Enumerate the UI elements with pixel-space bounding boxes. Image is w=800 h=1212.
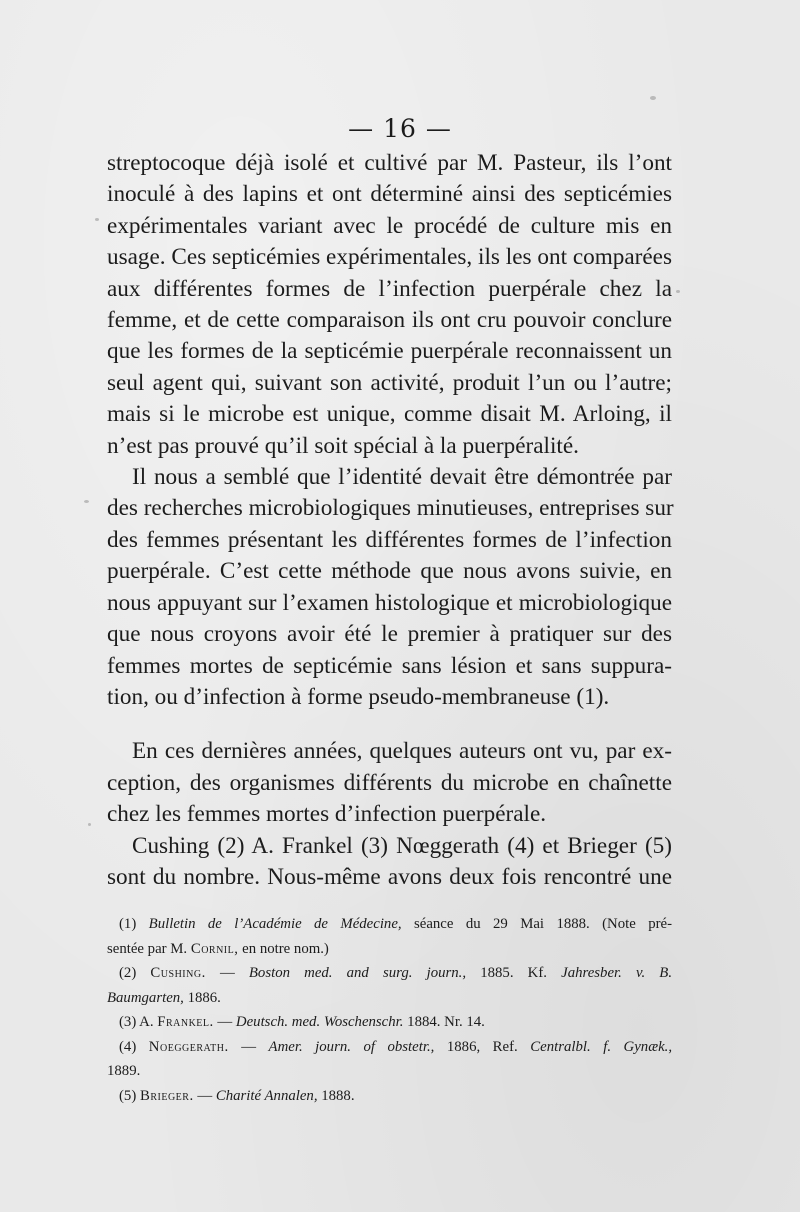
footnote-title: Charité Annalen, xyxy=(215,1087,318,1104)
footnote-mark: (5) xyxy=(119,1087,137,1104)
footnote-author: Cushing. xyxy=(150,965,206,981)
footnote-text: séance du 29 Mai 1888. (Note pré- xyxy=(414,916,673,932)
footnote-author: Cornil, xyxy=(190,940,239,957)
text-line: Il nous a semblé que l’identité devait être démontrée par xyxy=(132,464,672,491)
text-line: inoculé à des lapins et ont déterminé ainsi des septicémies xyxy=(107,181,672,208)
paragraph-2 xyxy=(107,462,672,713)
text-line: femmes mortes de septicémie sans lésion et sans suppura- xyxy=(107,652,672,679)
footnote-text: 1886. xyxy=(187,989,221,1006)
footnote-dash: — xyxy=(217,1014,233,1030)
text-line: Cushing (2) A. Frankel (3) Nœggerath (4) et Brieger (5) xyxy=(132,832,672,859)
footnote-author: Brieger. xyxy=(139,1087,194,1104)
paper-speck xyxy=(84,500,89,503)
footnote-title: Amer. journ. of obstetr., xyxy=(268,1038,435,1055)
text-line: usage. Ces septicémies expérimentales, ils les ont comparées xyxy=(107,244,672,271)
footnote-dash: — xyxy=(197,1087,213,1104)
footnote-title: Boston med. and surg. journ., xyxy=(248,965,467,981)
paper-speck xyxy=(95,218,99,221)
paragraph-gap xyxy=(107,713,672,736)
text-line: mais si le microbe est unique, comme disait M. Arloing, il xyxy=(107,401,672,428)
text-line: n’est pas prouvé qu’il soit spécial à la puerpéralité. xyxy=(107,432,579,459)
text-line: aux différentes formes de l’infection puerpérale chez la xyxy=(107,275,672,302)
footnote-2 xyxy=(107,961,672,1010)
text-line: puerpérale. C’est cette méthode que nous avons suivie, en xyxy=(107,558,672,585)
footnote-mark: (3) A. xyxy=(119,1014,154,1030)
footnote-title: Deutsch. med. Woschenschr. xyxy=(235,1014,404,1030)
text-line: En ces dernières années, quelques auteurs ont vu, par ex- xyxy=(132,738,672,765)
footnote-text: sentée par M. xyxy=(107,940,188,957)
text-line: ception, des organismes différents du microbe en chaînette xyxy=(107,769,672,796)
paragraph-1 xyxy=(107,148,672,462)
footnote-dash: — xyxy=(241,1038,257,1055)
footnote-text: en notre nom.) xyxy=(242,940,329,957)
footnote-journal: Centralbl. f. Gynæk., xyxy=(530,1038,673,1055)
paper-speck xyxy=(676,290,680,293)
text-line: que nous croyons avoir été le premier à pratiquer sur des xyxy=(107,621,672,648)
text-line: femme, et de cette comparaison ils ont cru pouvoir conclure xyxy=(107,307,672,334)
text-line: des recherches microbiologiques minutieuses, entreprises sur xyxy=(107,495,674,522)
footnote-author: Frankel. xyxy=(157,1014,214,1030)
footnote-text: 1885. Kf. xyxy=(480,965,547,981)
footnote-3 xyxy=(107,1010,672,1035)
text-line: expérimentales variant avec le procédé de culture mis en xyxy=(107,212,672,239)
footnote-mark: (1) xyxy=(119,916,137,932)
text-line: chez les femmes mortes d’infection puerpérale. xyxy=(107,801,547,828)
footnote-text: 1886, Ref. xyxy=(446,1038,518,1055)
text-line: sont du nombre. Nous-même avons deux fois rencontré une xyxy=(107,863,672,890)
footnote-text: 1884. Nr. 14. xyxy=(407,1014,485,1030)
footnote-mark: (2) xyxy=(119,965,137,981)
footnote-1 xyxy=(107,912,672,961)
footnote-text: 1888. xyxy=(321,1087,355,1104)
footnote-mark: (4) xyxy=(119,1038,137,1055)
footnote-title: Bulletin de l’Académie de Médecine, xyxy=(148,916,402,932)
footnote-author: Baumgarten, xyxy=(107,989,184,1006)
paper-speck xyxy=(650,96,656,100)
paragraph-3 xyxy=(107,736,672,830)
text-line: des femmes présentant les différentes formes de l’infection xyxy=(107,526,672,553)
footnote-text: 1889. xyxy=(107,1063,141,1079)
text-line: tion, ou d’infection à forme pseudo-membraneuse (1). xyxy=(107,683,610,710)
footnote-journal: Jahresber. v. B. xyxy=(561,965,673,981)
paragraph-4 xyxy=(107,831,672,894)
text-line: streptocoque déjà isolé et cultivé par M. Pasteur, ils l’ont xyxy=(107,150,672,176)
footnotes xyxy=(107,912,672,1108)
text-line: nous appuyant sur l’examen histologique et microbiologique xyxy=(107,589,672,616)
footnote-5 xyxy=(107,1084,672,1109)
footnote-dash: — xyxy=(219,965,235,981)
footnote-4 xyxy=(107,1035,672,1084)
paper-speck xyxy=(88,823,91,826)
page-number: — 16 — xyxy=(348,114,452,143)
footnote-author: Noeggerath. xyxy=(148,1038,229,1055)
main-text xyxy=(107,148,672,893)
text-line: que les formes de la septicémie puerpérale reconnaissent un xyxy=(107,338,672,365)
text-line: seul agent qui, suivant son activité, produit l’un ou l’autre; xyxy=(107,369,672,396)
